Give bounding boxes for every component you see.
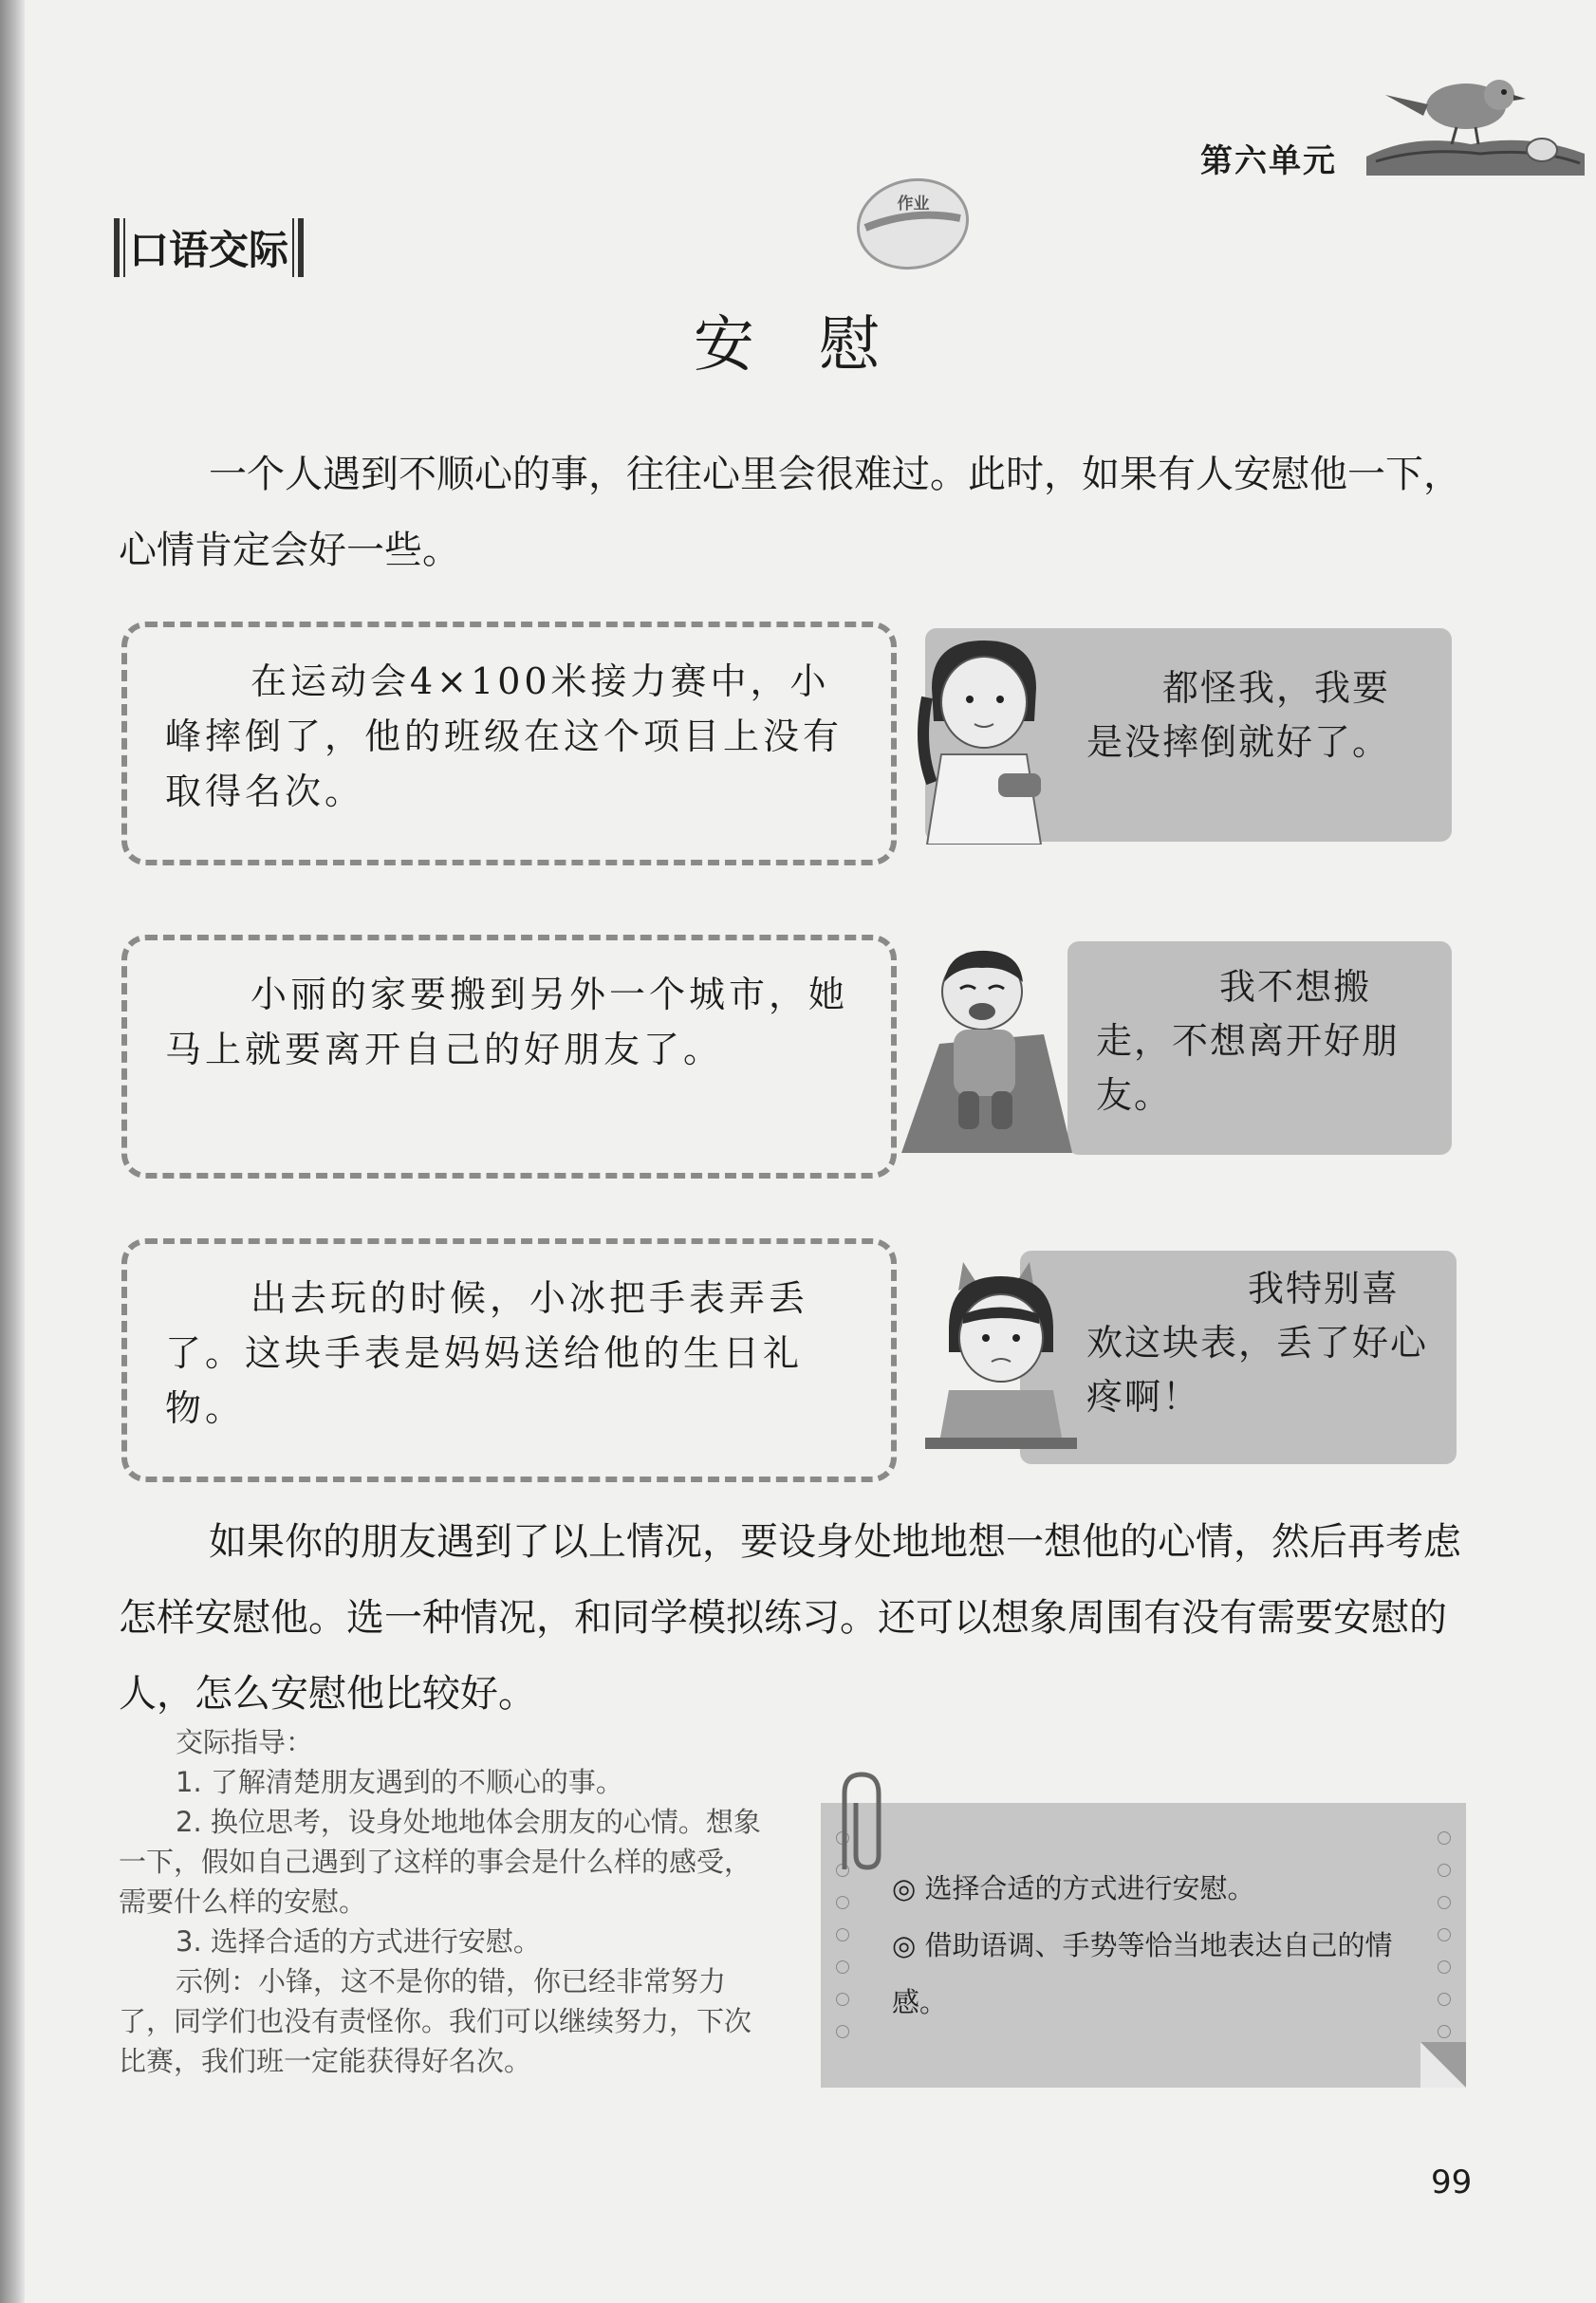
tip-item-2: ◎ 借助语调、手势等恰当地表达自己的情感。 [892, 1929, 1393, 2018]
note-folded-corner [1420, 2042, 1466, 2088]
tips-note-card [821, 1803, 1466, 2088]
guide-title: 交际指导： [176, 1726, 314, 1758]
page-title: 安 慰 [693, 310, 903, 381]
guide-item-3: 3. 选择合适的方式进行安慰。 [176, 1925, 541, 1958]
bird-illustration [1357, 66, 1589, 180]
homework-stamp [854, 171, 973, 273]
scenario-text-3: 出去玩的时候，小冰把手表弄丢了。这块手表是妈妈送给他的生日礼物。 [165, 1277, 809, 1429]
guide-item-1: 1. 了解清楚朋友遇到的不顺心的事。 [176, 1766, 623, 1798]
girl-holding-bracelet-illustration [913, 631, 1050, 845]
section-tag-label: 口语交际 [129, 227, 289, 273]
speech-text-1: 都怪我，我要是没摔倒就好了。 [1086, 667, 1391, 763]
intro-paragraph: 一个人遇到不顺心的事，往往心里会很难过。此时，如果有人安慰他一下，心情肯定会好一些。 [119, 453, 1461, 572]
speech-text-3: 我特别喜欢这块表，丢了好心疼啊！ [1086, 1268, 1429, 1418]
stamp-badge-icon [854, 171, 973, 273]
communication-guide [119, 1722, 773, 2081]
speech-box-3 [1020, 1251, 1457, 1464]
scenario-text-1: 在运动会4×100米接力赛中，小峰摔倒了，他的班级在这个项目上没有取得名次。 [165, 660, 844, 812]
page-number: 99 [1431, 2164, 1473, 2201]
sad-girl-illustration [925, 1248, 1077, 1457]
note-holes-right [1438, 1831, 1451, 2069]
speech-box-2 [1067, 941, 1452, 1155]
scenario-box-3 [121, 1238, 897, 1482]
unit-label: 第六单元 [1200, 142, 1337, 180]
speech-text-2: 我不想搬走，不想离开好朋友。 [1096, 966, 1401, 1116]
paperclip-icon [826, 1765, 892, 1879]
crying-child-illustration [901, 939, 1072, 1153]
guide-example: 示例：小锋，这不是你的错，你已经非常努力了，同学们也没有责怪你。我们可以继续努力，下次比赛，我们班一定能获得好名次。 [119, 1965, 752, 2077]
stamp-label: 作业 [897, 195, 930, 214]
outro-paragraph: 如果你的朋友遇到了以上情况，要设身处地地想一想他的心情，然后再考虑怎样安慰他。选一种情况，和同学模拟练习。还可以想象周围有没有需要安慰的人，怎么安慰他比较好。 [119, 1520, 1461, 1716]
scenario-text-2: 小丽的家要搬到另外一个城市，她马上就要离开自己的好朋友了。 [165, 974, 849, 1070]
guide-item-2: 2. 换位思考，设身处地地体会朋友的心情。想象一下，假如自己遇到了这样的事会是什么样的感受，需要什么样的安慰。 [119, 1806, 761, 1918]
tip-item-1: ◎ 选择合适的方式进行安慰。 [892, 1872, 1255, 1904]
scenario-box-1 [121, 622, 897, 865]
section-tag [114, 218, 304, 277]
scenario-box-2 [121, 935, 897, 1179]
